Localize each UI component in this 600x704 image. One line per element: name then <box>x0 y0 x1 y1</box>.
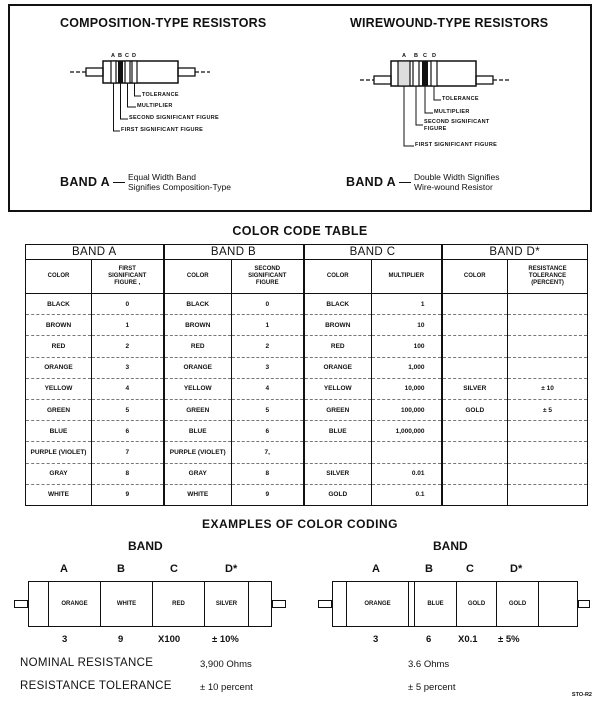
b-color-cell: GRAY <box>164 463 232 484</box>
left-band-b <box>101 582 153 626</box>
c-multiplier-cell: 0.01 <box>372 463 442 484</box>
b-figure-cell: 1 <box>232 315 304 336</box>
b-color-header: COLOR <box>164 260 232 294</box>
left-lead-left <box>14 600 28 608</box>
a-figure-cell: 9 <box>92 484 164 505</box>
left-band-c-label: RED <box>172 601 185 607</box>
a-fig-line2: SIGNIFICANT <box>108 273 147 279</box>
d-tolerance-cell <box>508 463 588 484</box>
band-c-header: BAND C <box>304 245 442 260</box>
b-figure-cell: 7, <box>232 442 304 463</box>
wirewound-resistor-drawing <box>360 61 510 146</box>
right-cap-left <box>333 582 347 626</box>
b-color-cell: PURPLE (VIOLET) <box>164 442 232 463</box>
c-multiplier-cell: 1,000 <box>372 357 442 378</box>
comp-label-first: FIRST SIGNIFICANT FIGURE <box>121 127 204 133</box>
left-cap-right <box>249 582 271 626</box>
a-color-cell: GRAY <box>26 463 92 484</box>
b-color-cell: RED <box>164 336 232 357</box>
left-value-b: 9 <box>118 634 124 645</box>
ww-band-desc <box>414 172 500 192</box>
c-color-cell: SILVER <box>304 463 372 484</box>
c-color-cell: BROWN <box>304 315 372 336</box>
ww-band-a-label: BAND A <box>346 175 396 189</box>
table-row <box>26 315 588 336</box>
d-tolerance-cell <box>508 421 588 442</box>
examples-title: EXAMPLES OF COLOR CODING <box>201 517 398 531</box>
b-fig-line3: FIGURE <box>255 280 279 286</box>
a-figure-cell: 2 <box>92 336 164 357</box>
d-color-cell: GOLD <box>442 399 508 420</box>
right-letter-c: C <box>466 563 474 575</box>
left-band-a-label: ORANGE <box>61 601 88 607</box>
table-row <box>26 399 588 420</box>
right-value-c: X0.1 <box>458 634 478 645</box>
right-value-b: 6 <box>426 634 432 645</box>
left-band-a <box>49 582 101 626</box>
d-color-header: COLOR <box>442 260 508 294</box>
b-color-cell: YELLOW <box>164 378 232 399</box>
table-row <box>26 421 588 442</box>
b-figure-cell: 3 <box>232 357 304 378</box>
d-color-cell: SILVER <box>442 378 508 399</box>
c-multiplier-cell: 10,000 <box>372 378 442 399</box>
d-color-cell <box>442 463 508 484</box>
a-color-cell: BLUE <box>26 421 92 442</box>
ww-label-second-line1: SECOND SIGNIFICANT <box>424 119 490 125</box>
band-b-header: BAND B <box>164 245 304 260</box>
composition-title: COMPOSITION-TYPE RESISTORS <box>60 16 267 30</box>
a-color-cell: WHITE <box>26 484 92 505</box>
a-figure-cell: 0 <box>92 294 164 315</box>
nominal-resistance-label: NOMINAL RESISTANCE <box>20 657 154 669</box>
table-row <box>26 294 588 315</box>
right-nominal-value: 3.6 Ohms <box>408 659 450 670</box>
right-lead-left <box>318 600 332 608</box>
ww-label-second <box>424 119 490 133</box>
d-color-cell <box>442 421 508 442</box>
right-cap-right <box>539 582 577 626</box>
left-value-a: 3 <box>62 634 68 645</box>
c-multiplier-cell: 0.1 <box>372 484 442 505</box>
c-multiplier-cell: 1 <box>372 294 442 315</box>
right-letter-d: D* <box>510 563 523 575</box>
left-value-d: ± 10% <box>212 634 239 645</box>
table-row <box>26 357 588 378</box>
d-tolerance-cell: ± 10 <box>508 378 588 399</box>
wirewound-band-note <box>346 172 499 192</box>
d-tolerance-cell <box>508 484 588 505</box>
a-figure-cell: 4 <box>92 378 164 399</box>
right-letter-b: B <box>425 563 433 575</box>
a-fig-line1: FIRST <box>118 266 136 272</box>
b-figure-cell: 5 <box>232 399 304 420</box>
ww-letter-c: C <box>423 53 428 59</box>
c-color-cell <box>304 442 372 463</box>
a-color-cell: GREEN <box>26 399 92 420</box>
d-color-cell <box>442 442 508 463</box>
comp-label-second: SECOND SIGNIFICANT FIGURE <box>129 115 220 121</box>
right-band-c <box>457 582 497 626</box>
left-band-d <box>205 582 249 626</box>
right-band-b <box>415 582 457 626</box>
ww-desc-line2: Wire-wound Resistor <box>413 182 493 192</box>
left-band-c <box>153 582 205 626</box>
comp-label-tolerance: TOLERANCE <box>142 92 179 98</box>
b-figure-header <box>232 260 304 294</box>
table-row <box>26 463 588 484</box>
b-figure-cell: 8 <box>232 463 304 484</box>
ww-letter-b: B <box>414 53 419 59</box>
left-letter-a: A <box>60 563 68 575</box>
ww-dash <box>399 182 411 183</box>
b-color-cell: BLACK <box>164 294 232 315</box>
table-row <box>26 442 588 463</box>
left-tolerance-value: ± 10 percent <box>200 682 253 693</box>
left-example-resistor <box>28 581 272 627</box>
wirewound-title: WIREWOUND-TYPE RESISTORS <box>350 16 549 30</box>
c-color-header: COLOR <box>304 260 372 294</box>
a-color-cell: BROWN <box>26 315 92 336</box>
b-figure-cell: 0 <box>232 294 304 315</box>
a-color-cell: YELLOW <box>26 378 92 399</box>
composition-band-note <box>60 172 231 192</box>
right-band-b-label: BLUE <box>427 601 444 607</box>
right-value-d: ± 5% <box>498 634 520 645</box>
comp-band-desc <box>128 172 231 192</box>
c-color-cell: ORANGE <box>304 357 372 378</box>
left-letter-c: C <box>170 563 178 575</box>
d-tol-line3: (PERCENT) <box>531 280 564 286</box>
color-code-table <box>25 244 588 506</box>
a-figure-cell: 1 <box>92 315 164 336</box>
left-value-c: X100 <box>158 634 181 645</box>
d-color-cell <box>442 315 508 336</box>
left-band-d-label: SILVER <box>215 601 238 607</box>
d-tolerance-cell <box>508 442 588 463</box>
resistance-tolerance-label: RESISTANCE TOLERANCE <box>20 680 172 692</box>
left-band-label: BAND <box>128 539 163 553</box>
right-band-a-label: ORANGE <box>364 601 391 607</box>
left-band-b-label: WHITE <box>116 601 137 607</box>
c-multiplier-header: MULTIPLIER <box>372 260 442 294</box>
c-multiplier-cell <box>372 442 442 463</box>
c-color-cell: RED <box>304 336 372 357</box>
table-row <box>26 336 588 357</box>
comp-desc-line1: Equal Width Band <box>127 172 196 182</box>
right-band-d <box>497 582 539 626</box>
band-d-header: BAND D* <box>442 245 588 260</box>
a-color-cell: ORANGE <box>26 357 92 378</box>
comp-band-a-label: BAND A <box>60 175 110 189</box>
ww-letter-d: D <box>432 53 437 59</box>
right-band-label: BAND <box>433 539 468 553</box>
right-lead-right <box>578 600 590 608</box>
right-band-d-label: GOLD <box>508 601 527 607</box>
d-color-cell <box>442 336 508 357</box>
b-color-cell: BROWN <box>164 315 232 336</box>
d-tolerance-cell <box>508 357 588 378</box>
b-fig-line2: SIGNIFICANT <box>248 273 287 279</box>
right-tolerance-value: ± 5 percent <box>408 682 456 693</box>
a-color-header: COLOR <box>26 260 92 294</box>
ww-label-second-line2: FIGURE <box>424 126 447 132</box>
a-color-cell: BLACK <box>26 294 92 315</box>
right-letter-a: A <box>372 563 380 575</box>
b-figure-cell: 4 <box>232 378 304 399</box>
comp-label-multiplier: MULTIPLIER <box>137 103 173 109</box>
b-color-cell: WHITE <box>164 484 232 505</box>
a-fig-line3: FIGURE , <box>114 280 141 286</box>
right-band-c-label: GOLD <box>467 601 486 607</box>
a-color-cell: PURPLE (VIOLET) <box>26 442 92 463</box>
ww-desc-line1: Double Width Signifies <box>413 172 500 182</box>
c-color-cell: BLACK <box>304 294 372 315</box>
a-color-cell: RED <box>26 336 92 357</box>
color-code-rows <box>26 294 588 506</box>
a-figure-cell: 6 <box>92 421 164 442</box>
d-color-cell <box>442 484 508 505</box>
table-title: COLOR CODE TABLE <box>232 224 368 238</box>
d-tolerance-header <box>508 260 588 294</box>
b-figure-cell: 9 <box>232 484 304 505</box>
a-figure-cell: 5 <box>92 399 164 420</box>
c-multiplier-cell: 100 <box>372 336 442 357</box>
a-figure-cell: 7 <box>92 442 164 463</box>
d-tol-line2: TOLERANCE <box>528 273 567 279</box>
b-color-cell: GREEN <box>164 399 232 420</box>
d-color-cell <box>442 357 508 378</box>
a-figure-cell: 8 <box>92 463 164 484</box>
comp-letter-a: A <box>111 53 116 59</box>
b-figure-cell: 6 <box>232 421 304 442</box>
d-tolerance-cell <box>508 315 588 336</box>
b-color-cell: BLUE <box>164 421 232 442</box>
ww-label-tolerance: TOLERANCE <box>442 96 479 102</box>
b-figure-cell: 2 <box>232 336 304 357</box>
d-tolerance-cell <box>508 294 588 315</box>
b-color-cell: ORANGE <box>164 357 232 378</box>
right-example-resistor <box>332 581 578 627</box>
comp-letter-b: B <box>118 53 123 59</box>
ww-label-first: FIRST SIGNIFICANT FIGURE <box>415 142 498 148</box>
right-band-a <box>347 582 409 626</box>
resistor-types-panel <box>8 4 592 212</box>
ww-label-multiplier: MULTIPLIER <box>434 109 470 115</box>
b-fig-line1: SECOND <box>254 266 281 272</box>
d-color-cell <box>442 294 508 315</box>
comp-letter-c: C <box>125 53 130 59</box>
left-letter-d: D* <box>225 563 238 575</box>
d-tolerance-cell: ± 5 <box>508 399 588 420</box>
left-nominal-value: 3,900 Ohms <box>200 659 252 670</box>
c-color-cell: YELLOW <box>304 378 372 399</box>
c-multiplier-cell: 1,000,000 <box>372 421 442 442</box>
band-header-row <box>26 245 588 260</box>
c-color-cell: GREEN <box>304 399 372 420</box>
comp-letter-d: D <box>132 53 137 59</box>
a-figure-header <box>92 260 164 294</box>
d-tolerance-cell <box>508 336 588 357</box>
comp-dash <box>113 182 125 183</box>
c-multiplier-cell: 100,000 <box>372 399 442 420</box>
table-row <box>26 378 588 399</box>
c-color-cell: GOLD <box>304 484 372 505</box>
comp-desc-line2: Signifies Composition-Type <box>127 182 231 192</box>
c-color-cell: BLUE <box>304 421 372 442</box>
table-row <box>26 484 588 505</box>
d-tol-line1: RESISTANCE <box>528 266 567 272</box>
left-letter-b: B <box>117 563 125 575</box>
left-cap-left <box>29 582 49 626</box>
left-lead-right <box>272 600 286 608</box>
right-value-a: 3 <box>373 634 379 645</box>
c-multiplier-cell: 10 <box>372 315 442 336</box>
ww-letter-a: A <box>402 53 407 59</box>
a-figure-cell: 3 <box>92 357 164 378</box>
sub-header-row <box>26 260 588 294</box>
document-stamp: STO-R2 <box>571 692 592 698</box>
band-a-header: BAND A <box>26 245 164 260</box>
